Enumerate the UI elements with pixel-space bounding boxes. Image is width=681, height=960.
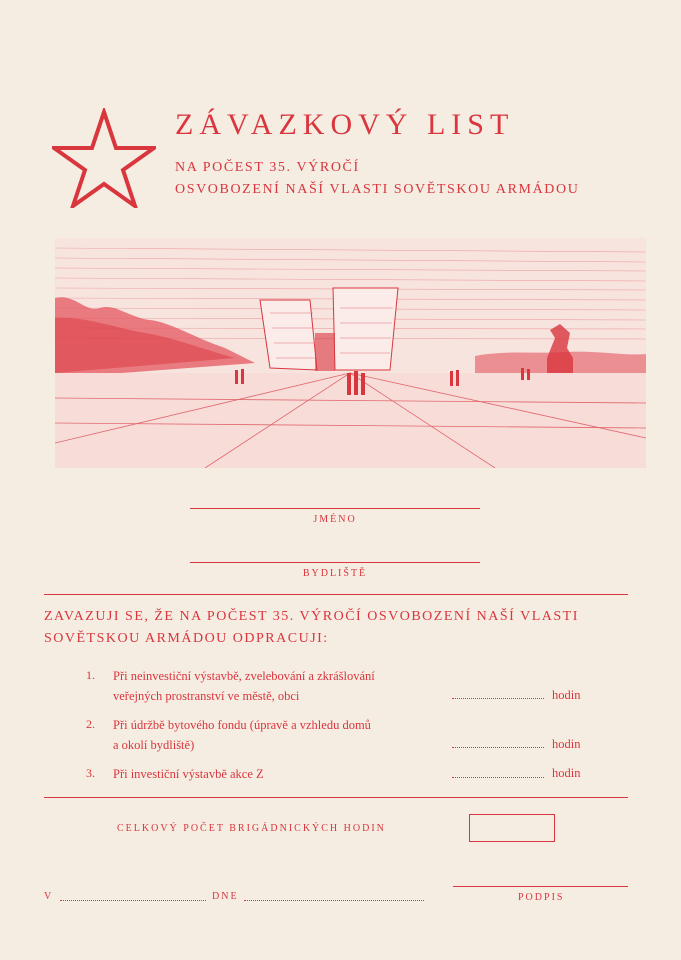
divider-top: [44, 594, 628, 595]
item-number: 2.: [86, 717, 95, 731]
item-text: [113, 715, 453, 755]
item-hours-field[interactable]: [452, 777, 544, 778]
place-label: V: [44, 891, 54, 902]
item-unit: hodin: [552, 766, 581, 780]
name-label: JMÉNO: [313, 514, 357, 525]
pledge-text: ZAVAZUJI SE, ŽE NA POČEST 35. VÝROČÍ OSVOBOZENÍ NAŠÍ VLASTI SOVĚTSKOU ARMÁDOU ODPRACUJI:: [44, 609, 579, 646]
divider-bottom: [44, 797, 628, 798]
item-unit: hodin: [552, 737, 581, 751]
subtitle-line-1: NA POČEST 35. VÝROČÍ: [175, 160, 360, 175]
page-title: ZÁVAZKOVÝ LIST: [175, 108, 515, 141]
item-number: 3.: [86, 766, 95, 780]
item-hours-field[interactable]: [452, 698, 544, 699]
item-line: Při investiční výstavbě akce Z: [113, 767, 264, 781]
address-label: BYDLIŠTĚ: [302, 568, 368, 579]
signature-line[interactable]: [453, 886, 628, 887]
total-hours-label: CELKOVÝ POČET BRIGÁDNICKÝCH HODIN: [117, 823, 386, 834]
item-number: 1.: [86, 668, 95, 682]
date-label: DNE: [212, 891, 239, 902]
subtitle-line-2: OSVOBOZENÍ NAŠÍ VLASTI SOVĚTSKOU ARMÁDOU: [175, 182, 580, 197]
memorial-illustration: [55, 238, 646, 468]
date-field[interactable]: [244, 900, 424, 901]
address-line[interactable]: [190, 562, 480, 563]
red-star-icon: [52, 108, 156, 208]
name-line[interactable]: [190, 508, 480, 509]
item-line: Při údržbě bytového fondu (úpravě a vzhledu domů: [113, 718, 371, 732]
place-field[interactable]: [60, 900, 206, 901]
item-text: [113, 666, 453, 706]
item-text: [113, 764, 453, 784]
item-unit: hodin: [552, 688, 581, 702]
item-hours-field[interactable]: [452, 747, 544, 748]
total-hours-box[interactable]: [469, 814, 555, 842]
item-line: veřejných prostranství ve městě, obci: [113, 689, 300, 703]
signature-label: PODPIS: [518, 892, 565, 903]
item-line: Při neinvestiční výstavbě, zvelebování a zkrášlování: [113, 669, 375, 683]
item-line: a okolí bydliště): [113, 738, 195, 752]
